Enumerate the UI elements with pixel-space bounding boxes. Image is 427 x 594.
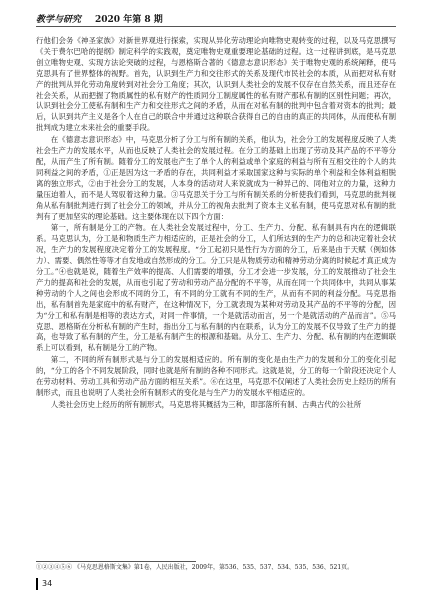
page-number: 34	[36, 578, 52, 590]
paragraph: 第二，不同的所有制形式是与分工的发展相适应的。所有制的变化是由生产力的发展和分工的变化引起的，“分工的各个不同发展阶段，同时也就是所有制的各种不同形式。这就是说，分工的每一个阶段还决定个人在劳动材料、劳动工具和劳动产品方面的相互关系”。⑥在这里，马克思不仅阐述了人类社会历史上经历的所有制形式，而且也说明了人类社会所有制形式的变化是与生产力的发展水平相适应的。	[36, 355, 396, 397]
paragraph: 行他们会务《神圣家族》对新世界观进行探索，实现从异化劳动理论向唯物史观转变的过程，以及马克思撰写《关于费尔巴哈的提纲》制定科学的实践观，奠定唯物史观重要理论基础的过程。这一过程讲到底，是马克思创立唯物史观、实现方法论突破的过程，与恩格斯合著的《德意志意识形态》关于唯物史观的系统阐释，使马克思具有了世界整体的视野。首先，认识到生产力和交往形式的关系及现代市民社会的本质，从而把对私有财产的批判从异化劳动角度转到对社会分工角度；其次，认识到人类社会的发展不仅存在自然关系，而且还存在社会关系，从而把握了物质属性的私有财产的性质同分工制度属性的私有财产那私有制的区别性问题；再次，认识到社会分工使私有制和生产力和交往形式之间的矛盾，从而在对私有制的批判中包含着对资本的批判；最后，认识到共产主义是各个人在自己的联合中并通过这种联合获得自己的自由的真正的共同体，从而使私有制批判成为建立未来社会的重要手段。	[36, 36, 396, 133]
paragraph: 人类社会历史上经历的所有制形式，马克思将其概括为三种，即部落所有制、古典古代的公社所	[50, 399, 362, 409]
running-header	[36, 8, 396, 28]
journal-name: 教学与研究	[36, 14, 82, 25]
header-divider	[36, 26, 396, 27]
paragraph: 在《德意志意识形态》中，马克思分析了分工与所有制的关系，他认为，社会分工的发展程度反映了人类社会生产力的发展水平，从而也反映了人类社会的发展过程。在分工的基础上出现了劳动及其产品的不平等分配，从而产生了所有制。随着分工的发展也产生了单个人的利益或单个家庭的利益与所有互相交往的个人的共同利益之间的矛盾，①正是因为这一矛盾的存在，共同利益才采取国家这种与实际的单个利益和全体利益相脱离的独立形式，②由于社会分工的发展，人本身的活动对人来说就成为一种异己的、同他对立的力量，这种力量压迫着人，而不是人驾驭着这种力量。③马克思关于分工与所有制关系的分析使我们看到，马克思的批判视角从私有制批判进行到了社会分工的领域，并从分工的视角去批判了资本主义私有制，使马克思对私有制的批判有了更加坚实的理论基础。这主要体现在以下四个方面：	[36, 135, 396, 221]
article-body	[36, 36, 396, 412]
footnote: ①②③④⑤⑥ 《马克思恩格斯文集》第1卷，人民出版社，2009年，第536、535、537、534、535、536、521页。	[36, 564, 354, 571]
footnote-divider	[36, 561, 196, 562]
paragraph: 第一，所有制是分工的产物。在人类社会发展过程中，分工、生产力、分配、私有制具有内在的逻辑联系。马克思认为，分工是和物质生产力相适应的，正是社会的分工，人们所达到的生产力的总和决定着社会状况，生产力的发展程度决定着分工的发展程度。“分工起初只是性行为方面的分工，后来是由于天赋（例如体力）、需要、偶然性等等才自发地或自然形成的分工。分工只是从物质劳动和精神劳动分离的时候起才真正成为分工。”④也就是说，随着生产效率的提高、人们需要的增强，分工才会进一步发展，分工的发展推动了社会生产力的提高和社会的发展，从而也引起了劳动和劳动产品分配的不平等，从而在同一个共同体中，共同从事某种劳动的个人之间也会形成不同的分工，有不同的分工就有不同的生产，从而有不同的利益分配。马克思指出，私有制首先是家庭中的私有财产，在这种情况下，分工就表现为某种对劳动及其产品的不平等的分配，因为“分工和私有制是相等的表达方式，对同一件事情，一个是就活动而言，另一个是就活动的产品而言”。⑤马克思、恩格斯在分析私有制的产生时，指出分工与私有制的内在联系，认为分工的发展不仅导致了生产力的提高，也导致了私有制的产生，分工是私有制产生的根源和基础。从分工、生产力、分配、私有制的内在逻辑联系上可以看到，私有制是分工的产物。	[36, 223, 396, 353]
issue-number: 2020 年第 8 期	[95, 14, 163, 25]
